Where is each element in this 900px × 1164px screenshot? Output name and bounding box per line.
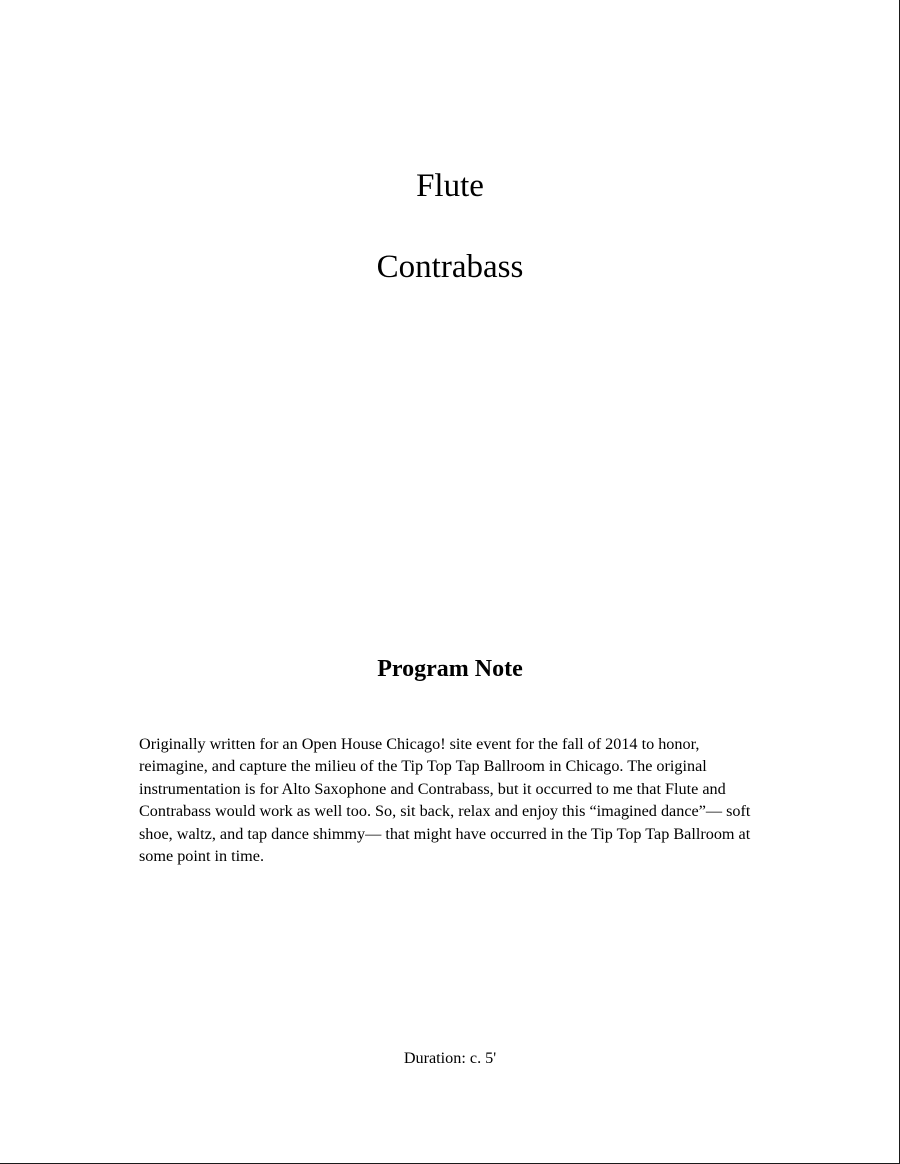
program-note-body: Originally written for an Open House Chicago! site event for the fall of 2014 to honor, reimagine, and capture the milieu of the Tip Top Tap Ballroom in Chicago. The original instrumentation is for Alto Saxophone and Contrabass, but it occurred to me that Flute and Contrabass would work as well too. So, sit back, relax and enjoy this “imagined dance”— soft shoe, waltz, and tap dance shimmy— that might have occurred in the Tip Top Tap Ballroom at some point in time. [139, 735, 751, 866]
duration-text: Duration: c. 5' [403, 1049, 497, 1067]
program-note-heading: Program Note [377, 656, 523, 682]
instrument-flute: Flute [416, 168, 484, 204]
instrument-contrabass: Contrabass [376, 249, 524, 285]
